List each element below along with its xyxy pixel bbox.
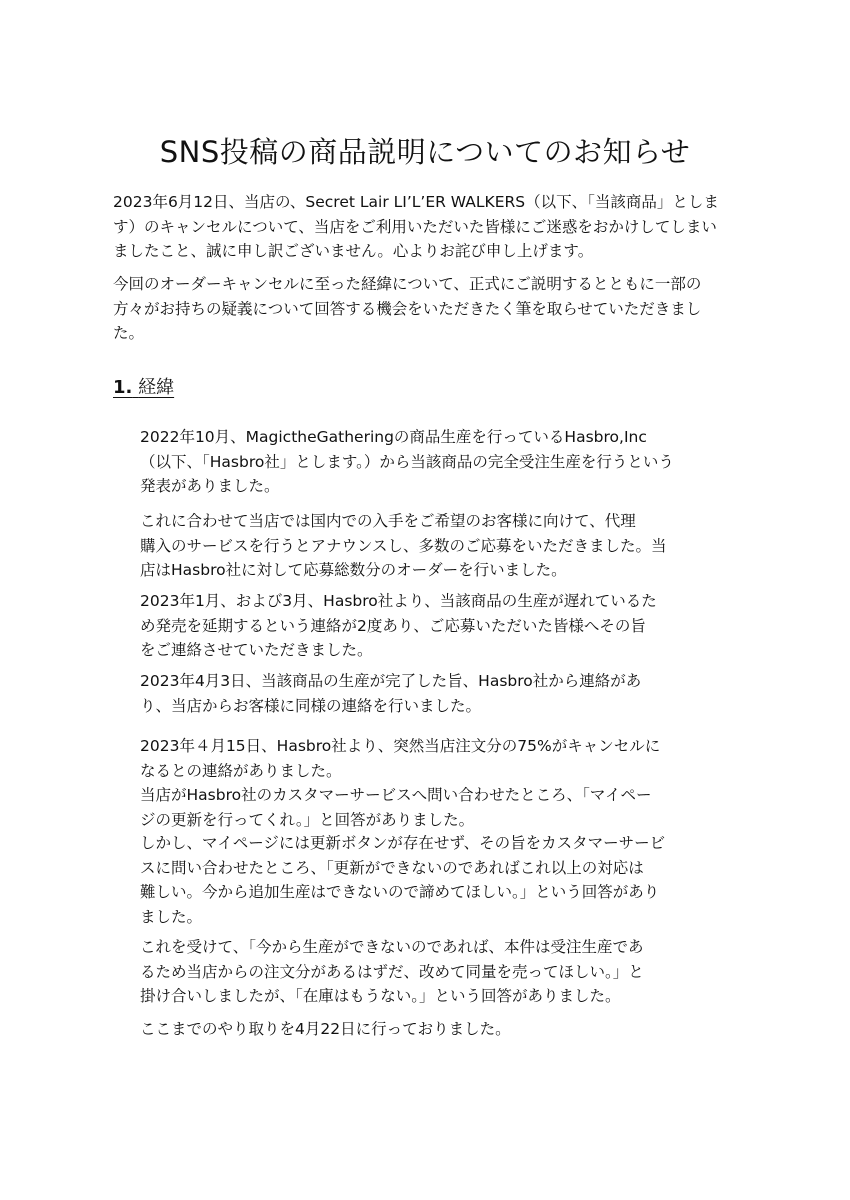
body-paragraph-6 [140, 831, 700, 929]
body-paragraph-1 [140, 425, 700, 499]
paragraph-text: これを受けて、「今から生産ができないのであれば、本件は受注生産であ るため当店からの注文分があるはずだ、改めて同量を売ってほしい。」と 掛け合いしましたが、「在庫はもうない。」という回答がありました。 [140, 938, 644, 1005]
paragraph-text: 2022年10月、MagictheGatheringの商品生産を行っているHasbro,Inc （以下、「Hasbro社」とします。）から当該商品の完全受注生産を行うという 発表がありました。 [140, 428, 674, 495]
paragraph-text: しかし、マイページには更新ボタンが存在せず、その旨をカスタマーサービ スに問い合わせたところ、「更新ができないのであればこれ以上の対応は 難しい。今から追加生産はできないので諦めてほしい。」という回答があり ました。 [140, 834, 666, 926]
body-paragraph-4 [140, 669, 700, 718]
intro-text-1: 2023年6月12日、当店の、Secret Lair LI’L’ER WALKERS（以下、「当該商品」としま す）のキャンセルについて、当店をご利用いただいた皆様にご迷惑をおかけしてしまい ましたこと、誠に申し訳ございません。心よりお詫び申し上げます。 [113, 193, 719, 260]
paragraph-text: 2023年1月、および3月、Hasbro社より、当該商品の生産が遅れているた め発売を延期するという連絡が2度あり、ご応募いただいた皆様へその旨 をご連絡させていただきました。 [140, 592, 657, 659]
body-paragraph-2 [140, 509, 700, 583]
body-paragraph-3 [140, 589, 700, 663]
body-paragraph-7 [140, 935, 700, 1009]
section-heading [113, 375, 174, 401]
intro-text-2: 今回のオーダーキャンセルに至った経緯について、正式にご説明するとともに一部の 方々がお持ちの疑義について回答する機会をいただきたく筆を取らせていただきまし た。 [113, 275, 702, 342]
paragraph-text: 2023年4月3日、当該商品の生産が完了した旨、Hasbro社から連絡があ り、当店からお客様に同様の連絡を行いました。 [140, 672, 642, 715]
page-title: SNS投稿の商品説明についてのお知らせ [159, 135, 691, 169]
section-number: 1. [113, 377, 133, 398]
paragraph-text: これに合わせて当店では国内での入手をご希望のお客様に向けて、代理 購入のサービスを行うとアナウンスし、多数のご応募をいただきました。当 店はHasbro社に対して応募総数分のオーダーを行いました。 [140, 512, 667, 579]
intro-paragraph-1 [113, 190, 733, 264]
body-paragraph-8 [140, 1017, 700, 1042]
body-paragraph-5 [140, 734, 700, 832]
paragraph-text: ここまでのやり取りを4月22日に行っておりました。 [140, 1020, 511, 1038]
intro-paragraph-2 [113, 272, 733, 346]
paragraph-text: 2023年４月15日、Hasbro社より、突然当店注文分の75%がキャンセルに なるとの連絡がありました。 当店がHasbro社のカスタマーサービスへ問い合わせたところ、「マイペー ジの更新を行ってくれ。」と回答がありました。 [140, 737, 661, 829]
section-title: 経緯 [138, 377, 175, 398]
